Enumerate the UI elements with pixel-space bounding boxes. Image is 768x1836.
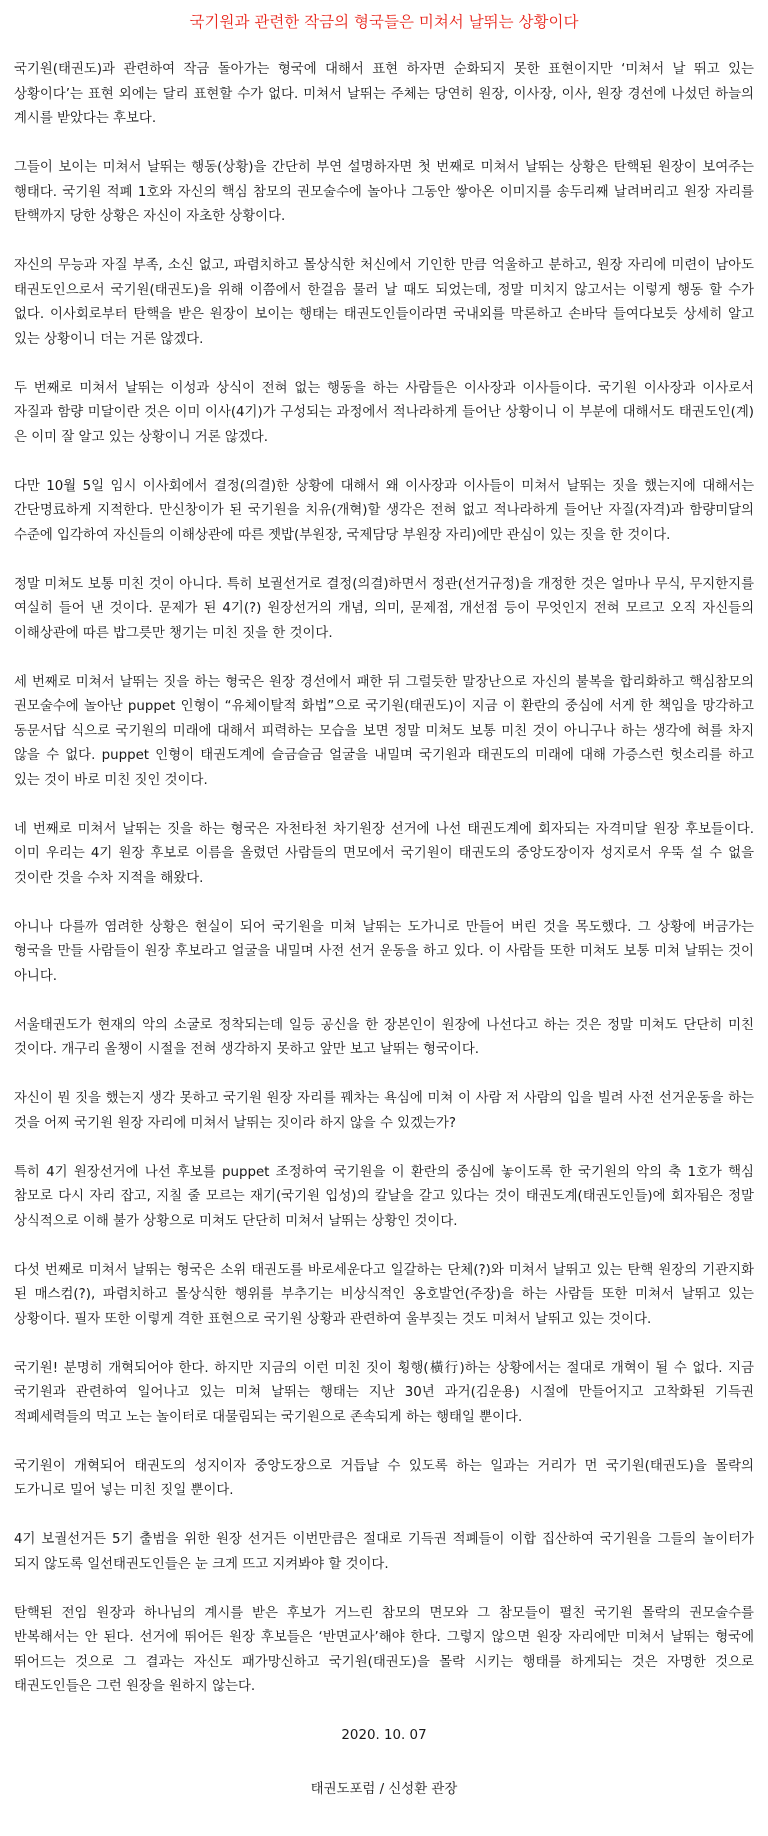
article-date: 2020. 10. 07 — [341, 1728, 427, 1743]
article-paragraph: 정말 미쳐도 보통 미친 것이 아니다. 특히 보궐선거로 결정(의결)하면서 정관(선거규정)을 개정한 것은 얼마나 무식, 무지한지를 여실히 들어 낸 것이다. 문제가 된 4기(?) 원장선거의 개념, 의미, 문제점, 개선점 등이 무엇인지 전혀 모르고 오직 자신들의 이해상관에 따른 밥그릇만 챙기는 미친 짓을 한 것이다. — [14, 576, 754, 641]
article-body — [14, 58, 754, 1700]
article-paragraph: 다섯 번째로 미쳐서 날뛰는 형국은 소위 태권도를 바로세운다고 일갈하는 단체(?)와 미쳐서 날뛰고 있는 탄핵 원장의 기관지화 된 매스컴(?), 파렴치하고 몰상식한 행위를 부추기는 비상식적인 옹호발언(주장)을 하는 사람들 또한 미쳐서 날뛰고 있는 상황이다. 필자 또한 이렇게 격한 표현으로 국기원 상황과 관련하여 울부짖는 것도 미쳐서 날뛰고 있는 것이다. — [14, 1262, 754, 1327]
article-paragraph: 국기원! 분명히 개혁되어야 한다. 하지만 지금의 이런 미친 짓이 횡행(橫行)하는 상황에서는 절대로 개혁이 될 수 없다. 지금 국기원과 관련하여 일어나고 있는 미쳐 날뛰는 행태는 지난 30년 과거(김운용) 시절에 만들어지고 고착화된 기득권 적폐세력들의 먹고 노는 놀이터로 대물림되는 국기원으로 존속되게 하는 행태일 뿐이다. — [14, 1360, 754, 1425]
article-paragraph: 자신의 무능과 자질 부족, 소신 없고, 파렴치하고 몰상식한 처신에서 기인한 만큼 억울하고 분하고, 원장 자리에 미련이 남아도 태권도인으로서 국기원(태권도)을 위해 이쯤에서 한걸음 물러 날 때도 되었는데, 정말 미치지 않고서는 이렇게 행동 할 수가 없다. 이사회로부터 탄핵을 받은 원장이 보이는 행태는 태권도인들이라면 국내외를 막론하고 손바닥 들여다보듯 상세히 알고 있는 상황이니 더는 거론 않겠다. — [14, 258, 754, 347]
article-paragraph: 그들이 보이는 미쳐서 날뛰는 행동(상황)을 간단히 부연 설명하자면 첫 번째로 미쳐서 날뛰는 상황은 탄핵된 원장이 보여주는 행태다. 국기원 적폐 1호와 자신의 핵심 참모의 권모술수에 놀아나 그동안 쌓아온 이미지를 송두리째 날려버리고 원장 자리를 탄핵까지 당한 상황은 자신이 자초한 상황이다. — [14, 160, 754, 224]
article-paragraph: 아니나 다를까 염려한 상황은 현실이 되어 국기원을 미쳐 날뛰는 도가니로 만들어 버린 것을 목도했다. 그 상황에 버금가는 형국을 만들 사람들이 원장 후보라고 얼굴을 내밀며 사전 선거 운동을 하고 있다. 이 사람들 또한 미쳐도 보통 미쳐 날뛰는 것이 아니다. — [14, 919, 754, 984]
article-title: 국기원과 관련한 작금의 형국들은 미쳐서 날뛰는 상황이다 — [189, 13, 579, 31]
article-paragraph: 특히 4기 원장선거에 나선 후보를 puppet 조정하여 국기원을 이 환란의 중심에 놓이도록 한 국기원의 악의 축 1호가 핵심 참모로 다시 자리 잡고, 지칠 줄 모르는 재기(국기원 입성)의 칼날을 갈고 있다는 것이 태권도계(태권도인들)에 회자됨은 정말 상식적으로 이해 불가 상황으로 미쳐도 단단히 미쳐서 날뛰는 상황인 것이다. — [14, 1164, 754, 1229]
article-paragraph: 다만 10월 5일 임시 이사회에서 결정(의결)한 상황에 대해서 왜 이사장과 이사들이 미쳐서 날뛰는 짓을 했는지에 대해서는 간단명료하게 지적한다. 만신창이가 된 국기원을 치유(개혁)할 생각은 전혀 없고 적나라하게 들어난 자질(자격)과 함량미달의 수준에 입각하여 자신들의 이해상관에 따른 젯밥(부원장, 국제담당 부원장 자리)에만 관심이 있는 짓을 한 것이다. — [14, 478, 754, 543]
article-paragraph: 두 번째로 미쳐서 날뛰는 이성과 상식이 전혀 없는 행동을 하는 사람들은 이사장과 이사들이다. 국기원 이사장과 이사로서 자질과 함량 미달이란 것은 이미 이사(4기)가 구성되는 과정에서 적나라하게 들어난 상황이니 이 부분에 대해서도 태권도인(계)은 이미 잘 알고 있는 상황이니 거론 않겠다. — [14, 380, 754, 445]
article-paragraph: 4기 보궐선거든 5기 출범을 위한 원장 선거든 이번만큼은 절대로 기득권 적폐들이 이합 집산하여 국기원을 그들의 놀이터가 되지 않도록 일선태권도인들은 눈 크게 뜨고 지켜봐야 할 것이다. — [14, 1532, 754, 1572]
article-paragraph: 서울태권도가 현재의 악의 소굴로 정착되는데 일등 공신을 한 장본인이 원장에 나선다고 하는 것은 정말 미쳐도 단단히 미친 것이다. 개구리 올챙이 시절을 전혀 생각하지 못하고 앞만 보고 날뛰는 형국이다. — [14, 1017, 754, 1057]
article-paragraph: 세 번째로 미쳐서 날뛰는 짓을 하는 형국은 원장 경선에서 패한 뒤 그럴듯한 말장난으로 자신의 불복을 합리화하고 핵심참모의 권모술수에 놀아난 puppet 인형이 “유체이탈적 화법”으로 국기원(태권도)이 지금 이 환란의 중심에 서게 한 책임을 망각하고 동문서답 식으로 국기원의 미래에 대해서 피력하는 모습을 보면 정말 미쳐도 보통 미친 것이 아니구나 하는 생각에 혀를 차지 않을 수 없다. puppet 인형이 태권도계에 슬금슬금 얼굴을 내밀며 국기원과 태권도의 미래에 대해 가증스런 헛소리를 하고 있는 것이 바로 미친 짓인 것이다. — [14, 674, 754, 788]
article-paragraph: 국기원(태권도)과 관련하여 작금 돌아가는 형국에 대해서 표현 하자면 순화되지 못한 표현이지만 ‘미쳐서 날 뛰고 있는 상황이다’는 표현 외에는 달리 표현할 수가 없다. 미쳐서 날뛰는 주체는 당연히 원장, 이사장, 이사, 원장 경선에 나섰던 하늘의 계시를 받았다는 후보다. — [14, 62, 754, 126]
article-paragraph: 자신이 뭔 짓을 했는지 생각 못하고 국기원 원장 자리를 꿰차는 욕심에 미쳐 이 사람 저 사람의 입을 빌려 사전 선거운동을 하는 것을 어찌 국기원 원장 자리에 미쳐서 날뛰는 짓이라 하지 않을 수 있겠는가? — [14, 1091, 754, 1131]
article-paragraph: 네 번째로 미쳐서 날뛰는 짓을 하는 형국은 자천타천 차기원장 선거에 나선 태권도계에 회자되는 자격미달 원장 후보들이다. 이미 우리는 4기 원장 후보로 이름을 올렸던 사람들의 면모에서 국기원이 태권도의 중앙도장이자 성지로서 우뚝 설 수 없을 것이란 것을 수차 지적을 해왔다. — [14, 821, 754, 886]
article-paragraph: 탄핵된 전임 원장과 하나님의 계시를 받은 후보가 거느린 참모의 면모와 그 참모들이 펼친 국기원 몰락의 권모술수를 반복해서는 안 된다. 선거에 뛰어든 원장 후보들은 ‘반면교사’해야 한다. 그렇지 않으면 원장 자리에만 미쳐서 날뛰는 형국에 뛰어드는 것으로 그 결과는 자신도 패가망신하고 국기원(태권도)을 몰락 시키는 행태를 하게되는 것은 자명한 것으로 태권도인들은 그런 원장을 원하지 않는다. — [14, 1605, 754, 1694]
article-signature: 태권도포럼 / 신성환 관장 — [310, 1782, 458, 1797]
article-paragraph: 국기원이 개혁되어 태권도의 성지이자 중앙도장으로 거듭날 수 있도록 하는 일과는 거리가 먼 국기원(태권도)을 몰락의 도가니로 밀어 넣는 미친 짓일 뿐이다. — [14, 1458, 754, 1498]
